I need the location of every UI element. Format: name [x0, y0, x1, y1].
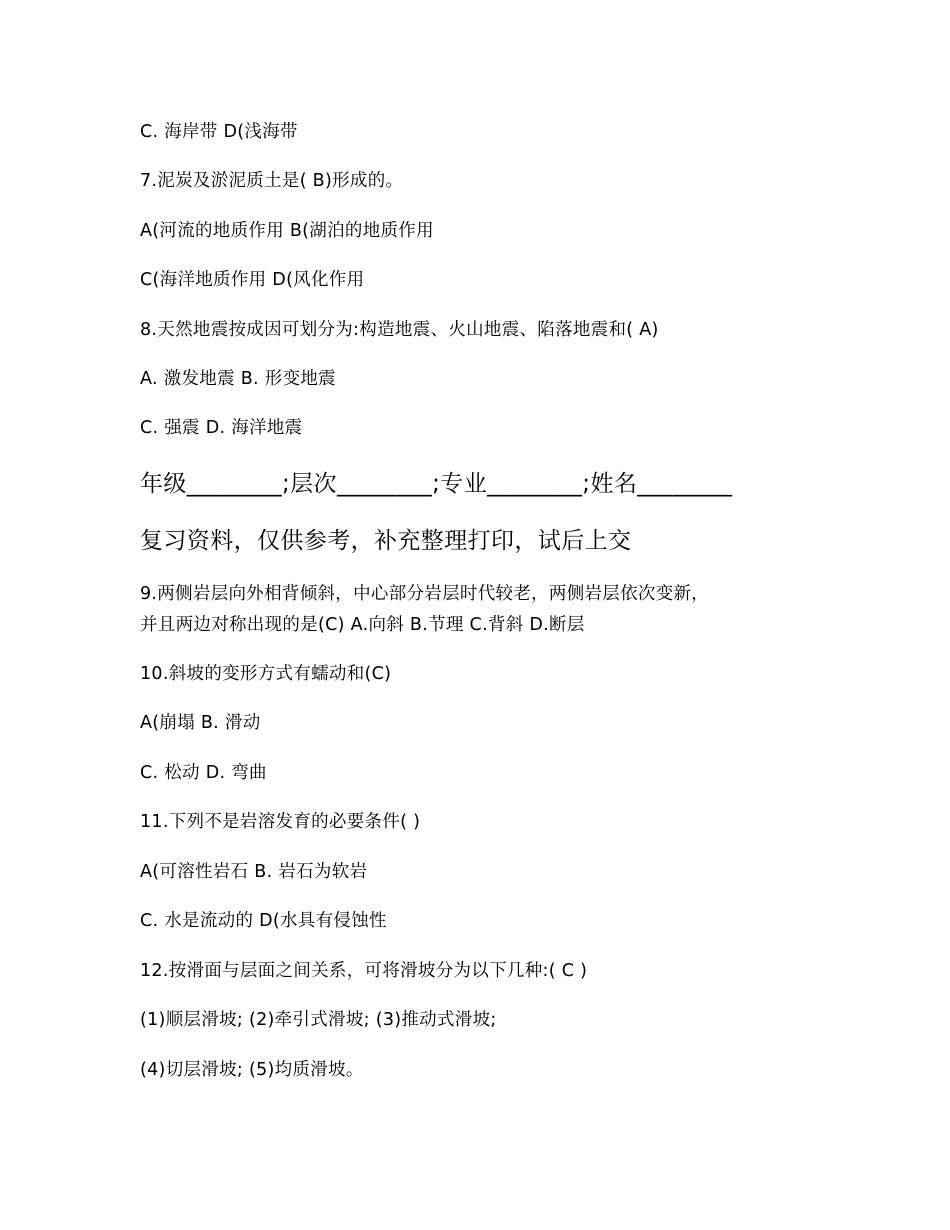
option-line-4-5-q12: (4)切层滑坡; (5)均质滑坡。: [140, 1060, 364, 1080]
option-line-a-b-q10: A(崩塌 B. 滑动: [140, 713, 261, 733]
option-line-a-b-q7: A(河流的地质作用 B(湖泊的地质作用: [140, 221, 434, 241]
document-notice: 复习资料，仅供参考，补充整理打印，试后上交: [140, 528, 632, 554]
question-7: 7.泥炭及淤泥质土是( B)形成的。: [140, 171, 404, 191]
option-line-c-d-q11: C. 水是流动的 D(水具有侵蚀性: [140, 911, 387, 931]
option-line-a-b-q11: A(可溶性岩石 B. 岩石为软岩: [140, 862, 368, 882]
question-10: 10.斜坡的变形方式有蠕动和(C): [140, 664, 392, 684]
option-line-c-d-q6: C. 海岸带 D(浅海带: [140, 122, 298, 142]
question-9-line-1: 9.两侧岩层向外相背倾斜，中心部分岩层时代较老，两侧岩层依次变新，: [140, 584, 710, 604]
option-line-c-d-q10: C. 松动 D. 弯曲: [140, 763, 267, 783]
question-8: 8.天然地震按成因可划分为:构造地震、火山地震、陷落地震和( A): [140, 320, 659, 340]
option-line-a-b-q8: A. 激发地震 B. 形变地震: [140, 369, 336, 389]
option-line-c-d-q8: C. 强震 D. 海洋地震: [140, 418, 303, 438]
option-line-c-d-q7: C(海洋地质作用 D(风化作用: [140, 270, 365, 290]
option-line-1-3-q12: (1)顺层滑坡; (2)牵引式滑坡; (3)推动式滑坡;: [140, 1010, 497, 1030]
question-12: 12.按滑面与层面之间关系，可将滑坡分为以下几种:( C ): [140, 961, 588, 981]
question-9-line-2: 并且两边对称出现的是(C) A.向斜 B.节理 C.背斜 D.断层: [140, 615, 585, 635]
student-info-fields: 年级________;层次________;专业________;姓名________: [140, 471, 733, 497]
question-11: 11.下列不是岩溶发育的必要条件( ): [140, 812, 421, 832]
